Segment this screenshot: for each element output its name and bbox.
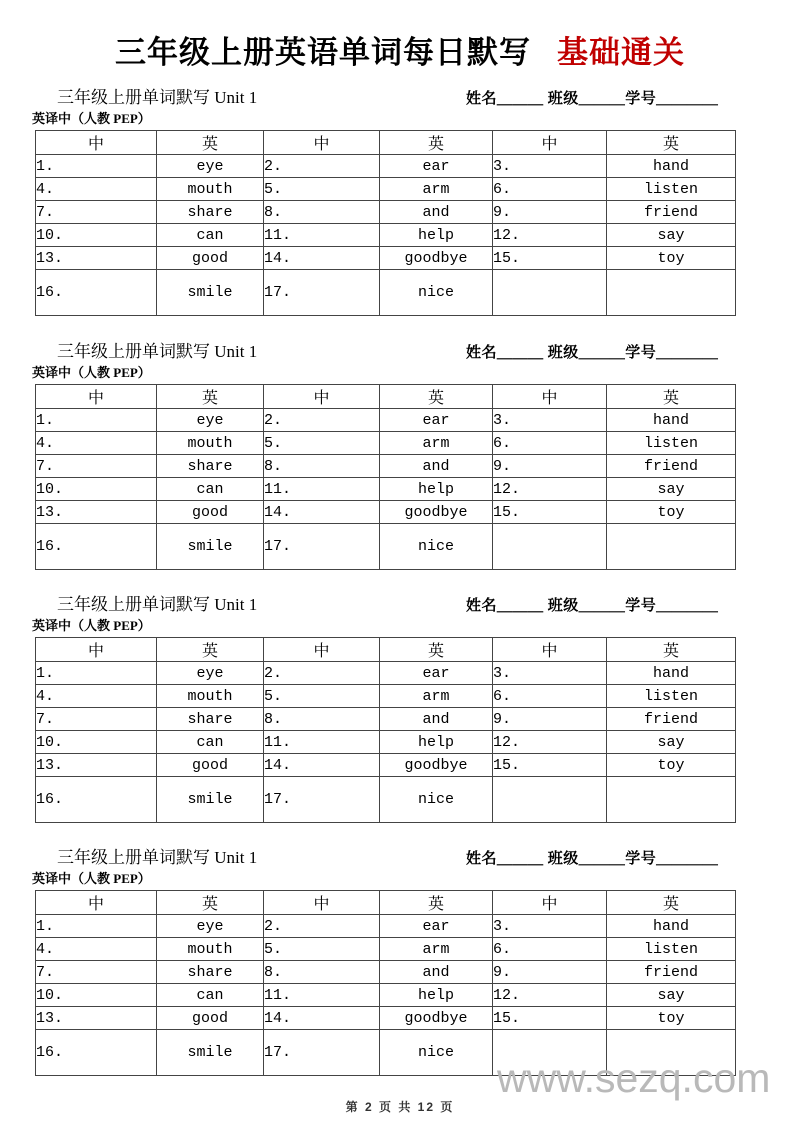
answer-blank-cell[interactable]: 6. <box>493 432 607 455</box>
table-row <box>36 708 736 731</box>
column-header: 中 <box>264 131 380 155</box>
column-header: 英 <box>380 638 493 662</box>
student-info-fields[interactable]: 姓名＿＿＿ 班级＿＿＿学号＿＿＿＿ <box>466 598 719 614</box>
english-word-cell: smile <box>157 777 264 823</box>
english-word-cell <box>607 524 736 570</box>
column-header: 中 <box>264 638 380 662</box>
answer-blank-cell[interactable]: 7. <box>36 961 157 984</box>
english-word-cell: mouth <box>157 432 264 455</box>
english-word-cell: share <box>157 455 264 478</box>
student-info-fields[interactable]: 姓名＿＿＿ 班级＿＿＿学号＿＿＿＿ <box>466 345 719 361</box>
answer-blank-cell[interactable]: 15. <box>493 1007 607 1030</box>
block-header <box>0 593 800 633</box>
english-word-cell: friend <box>607 708 736 731</box>
answer-blank-cell[interactable]: 11. <box>264 224 380 247</box>
english-word-cell: share <box>157 708 264 731</box>
answer-blank-cell[interactable]: 6. <box>493 685 607 708</box>
answer-blank-cell[interactable]: 12. <box>493 984 607 1007</box>
block-header <box>0 846 800 886</box>
table-row <box>36 501 736 524</box>
english-word-cell: arm <box>380 432 493 455</box>
vocabulary-table <box>35 384 736 570</box>
english-word-cell: toy <box>607 247 736 270</box>
answer-blank-cell[interactable]: 13. <box>36 247 157 270</box>
answer-blank-cell[interactable] <box>493 1030 607 1076</box>
student-info-fields[interactable]: 姓名＿＿＿ 班级＿＿＿学号＿＿＿＿ <box>466 851 719 867</box>
unit-title: 三年级上册单词默写 Unit 1 <box>57 88 258 107</box>
table-header-row <box>36 891 736 915</box>
answer-blank-cell[interactable]: 2. <box>264 155 380 178</box>
english-word-cell: listen <box>607 685 736 708</box>
column-header: 英 <box>157 131 264 155</box>
english-word-cell: good <box>157 247 264 270</box>
answer-blank-cell[interactable]: 9. <box>493 961 607 984</box>
english-word-cell: can <box>157 984 264 1007</box>
answer-blank-cell[interactable]: 5. <box>264 178 380 201</box>
english-word-cell: smile <box>157 1030 264 1076</box>
english-word-cell: help <box>380 984 493 1007</box>
answer-blank-cell[interactable]: 5. <box>264 432 380 455</box>
page-title <box>0 33 800 73</box>
answer-blank-cell[interactable]: 14. <box>264 247 380 270</box>
watermark: www.sezq.com <box>497 1055 771 1101</box>
english-word-cell: listen <box>607 178 736 201</box>
answer-blank-cell[interactable]: 8. <box>264 455 380 478</box>
column-header: 英 <box>607 891 736 915</box>
table-row <box>36 201 736 224</box>
answer-blank-cell[interactable]: 16. <box>36 1030 157 1076</box>
answer-blank-cell[interactable]: 8. <box>264 201 380 224</box>
answer-blank-cell[interactable]: 17. <box>264 1030 380 1076</box>
answer-blank-cell[interactable]: 2. <box>264 409 380 432</box>
english-word-cell: friend <box>607 455 736 478</box>
english-word-cell: help <box>380 224 493 247</box>
english-word-cell: help <box>380 731 493 754</box>
answer-blank-cell[interactable]: 6. <box>493 938 607 961</box>
column-header: 中 <box>36 891 157 915</box>
answer-blank-cell[interactable]: 1. <box>36 915 157 938</box>
column-header: 中 <box>493 638 607 662</box>
answer-blank-cell[interactable]: 11. <box>264 731 380 754</box>
column-header: 中 <box>493 385 607 409</box>
answer-blank-cell[interactable]: 4. <box>36 432 157 455</box>
answer-blank-cell[interactable]: 10. <box>36 731 157 754</box>
answer-blank-cell[interactable]: 10. <box>36 224 157 247</box>
section-subtitle: 英译中（人教 PEP） <box>32 111 151 126</box>
answer-blank-cell[interactable]: 14. <box>264 754 380 777</box>
english-word-cell <box>607 1030 736 1076</box>
english-word-cell: friend <box>607 961 736 984</box>
english-word-cell: eye <box>157 662 264 685</box>
answer-blank-cell[interactable]: 13. <box>36 754 157 777</box>
column-header: 英 <box>607 131 736 155</box>
column-header: 英 <box>380 131 493 155</box>
english-word-cell: can <box>157 731 264 754</box>
english-word-cell: hand <box>607 155 736 178</box>
english-word-cell: listen <box>607 432 736 455</box>
english-word-cell: say <box>607 224 736 247</box>
table-row <box>36 777 736 823</box>
page-title-accent: 基础通关 <box>557 35 685 70</box>
table-row <box>36 1030 736 1076</box>
english-word-cell: hand <box>607 662 736 685</box>
english-word-cell: arm <box>380 685 493 708</box>
answer-blank-cell[interactable]: 1. <box>36 155 157 178</box>
answer-blank-cell[interactable]: 5. <box>264 938 380 961</box>
table-header-row <box>36 131 736 155</box>
english-word-cell: can <box>157 224 264 247</box>
english-word-cell: mouth <box>157 178 264 201</box>
answer-blank-cell[interactable]: 13. <box>36 501 157 524</box>
column-header: 英 <box>157 385 264 409</box>
answer-blank-cell[interactable]: 9. <box>493 455 607 478</box>
english-word-cell: can <box>157 478 264 501</box>
english-word-cell: eye <box>157 155 264 178</box>
english-word-cell: goodbye <box>380 501 493 524</box>
answer-blank-cell[interactable]: 8. <box>264 708 380 731</box>
english-word-cell: help <box>380 478 493 501</box>
english-word-cell: share <box>157 201 264 224</box>
page-footer: 第 2 页 共 12 页 <box>345 1100 455 1114</box>
english-word-cell: nice <box>380 1030 493 1076</box>
answer-blank-cell[interactable]: 16. <box>36 270 157 316</box>
english-word-cell: and <box>380 708 493 731</box>
column-header: 英 <box>607 385 736 409</box>
english-word-cell: goodbye <box>380 247 493 270</box>
worksheet-block <box>0 86 800 301</box>
english-word-cell: arm <box>380 178 493 201</box>
unit-title: 三年级上册单词默写 Unit 1 <box>57 342 258 361</box>
unit-title: 三年级上册单词默写 Unit 1 <box>57 595 258 614</box>
table-row <box>36 224 736 247</box>
column-header: 英 <box>380 891 493 915</box>
column-header: 英 <box>157 891 264 915</box>
english-word-cell: ear <box>380 409 493 432</box>
table-row <box>36 155 736 178</box>
answer-blank-cell[interactable]: 8. <box>264 961 380 984</box>
answer-blank-cell[interactable]: 5. <box>264 685 380 708</box>
column-header: 中 <box>493 891 607 915</box>
answer-blank-cell[interactable]: 15. <box>493 754 607 777</box>
table-row <box>36 270 736 316</box>
english-word-cell: toy <box>607 754 736 777</box>
english-word-cell: say <box>607 984 736 1007</box>
answer-blank-cell[interactable]: 17. <box>264 777 380 823</box>
answer-blank-cell[interactable] <box>493 270 607 316</box>
answer-blank-cell[interactable]: 2. <box>264 915 380 938</box>
column-header: 中 <box>264 385 380 409</box>
english-word-cell: smile <box>157 270 264 316</box>
worksheet-block <box>0 846 800 1061</box>
answer-blank-cell[interactable]: 4. <box>36 685 157 708</box>
column-header: 英 <box>607 638 736 662</box>
answer-blank-cell[interactable]: 9. <box>493 708 607 731</box>
english-word-cell: say <box>607 478 736 501</box>
answer-blank-cell[interactable]: 14. <box>264 501 380 524</box>
table-row <box>36 938 736 961</box>
answer-blank-cell[interactable]: 3. <box>493 409 607 432</box>
answer-blank-cell[interactable]: 1. <box>36 409 157 432</box>
english-word-cell: listen <box>607 938 736 961</box>
table-row <box>36 754 736 777</box>
answer-blank-cell[interactable]: 12. <box>493 478 607 501</box>
table-row <box>36 1007 736 1030</box>
answer-blank-cell[interactable]: 16. <box>36 777 157 823</box>
table-row <box>36 731 736 754</box>
vocabulary-table <box>35 637 736 823</box>
english-word-cell: and <box>380 201 493 224</box>
english-word-cell: nice <box>380 524 493 570</box>
section-subtitle: 英译中（人教 PEP） <box>32 618 151 633</box>
table-row <box>36 915 736 938</box>
answer-blank-cell[interactable]: 10. <box>36 984 157 1007</box>
table-row <box>36 409 736 432</box>
english-word-cell: good <box>157 754 264 777</box>
english-word-cell: mouth <box>157 685 264 708</box>
table-row <box>36 247 736 270</box>
english-word-cell: good <box>157 1007 264 1030</box>
table-row <box>36 961 736 984</box>
section-subtitle: 英译中（人教 PEP） <box>32 365 151 380</box>
table-header-row <box>36 638 736 662</box>
answer-blank-cell[interactable]: 11. <box>264 984 380 1007</box>
english-word-cell: friend <box>607 201 736 224</box>
answer-blank-cell[interactable]: 16. <box>36 524 157 570</box>
table-row <box>36 478 736 501</box>
answer-blank-cell[interactable]: 9. <box>493 201 607 224</box>
english-word-cell: toy <box>607 501 736 524</box>
table-row <box>36 455 736 478</box>
page-title-main: 三年级上册英语单词每日默写 <box>115 35 531 70</box>
answer-blank-cell[interactable]: 15. <box>493 501 607 524</box>
table-row <box>36 524 736 570</box>
english-word-cell: eye <box>157 915 264 938</box>
student-info-fields[interactable]: 姓名＿＿＿ 班级＿＿＿学号＿＿＿＿ <box>466 91 719 107</box>
answer-blank-cell[interactable] <box>493 524 607 570</box>
table-row <box>36 662 736 685</box>
english-word-cell: nice <box>380 270 493 316</box>
answer-blank-cell[interactable]: 7. <box>36 201 157 224</box>
answer-blank-cell[interactable]: 14. <box>264 1007 380 1030</box>
answer-blank-cell[interactable]: 10. <box>36 478 157 501</box>
english-word-cell <box>607 777 736 823</box>
english-word-cell: goodbye <box>380 1007 493 1030</box>
table-row <box>36 432 736 455</box>
answer-blank-cell[interactable]: 13. <box>36 1007 157 1030</box>
column-header: 中 <box>264 891 380 915</box>
english-word-cell: ear <box>380 915 493 938</box>
table-row <box>36 984 736 1007</box>
worksheet-block <box>0 340 800 555</box>
answer-blank-cell[interactable]: 12. <box>493 731 607 754</box>
english-word-cell: eye <box>157 409 264 432</box>
english-word-cell: mouth <box>157 938 264 961</box>
english-word-cell: share <box>157 961 264 984</box>
english-word-cell <box>607 270 736 316</box>
answer-blank-cell[interactable]: 6. <box>493 178 607 201</box>
section-subtitle: 英译中（人教 PEP） <box>32 871 151 886</box>
answer-blank-cell[interactable]: 15. <box>493 247 607 270</box>
worksheet-block <box>0 593 800 808</box>
answer-blank-cell[interactable]: 4. <box>36 938 157 961</box>
answer-blank-cell[interactable]: 12. <box>493 224 607 247</box>
answer-blank-cell[interactable] <box>493 777 607 823</box>
column-header: 英 <box>380 385 493 409</box>
english-word-cell: goodbye <box>380 754 493 777</box>
english-word-cell: hand <box>607 915 736 938</box>
block-header <box>0 86 800 126</box>
table-row <box>36 685 736 708</box>
english-word-cell: toy <box>607 1007 736 1030</box>
english-word-cell: good <box>157 501 264 524</box>
answer-blank-cell[interactable]: 7. <box>36 708 157 731</box>
vocabulary-table <box>35 130 736 316</box>
answer-blank-cell[interactable]: 3. <box>493 662 607 685</box>
english-word-cell: nice <box>380 777 493 823</box>
english-word-cell: smile <box>157 524 264 570</box>
answer-blank-cell[interactable]: 7. <box>36 455 157 478</box>
table-header-row <box>36 385 736 409</box>
answer-blank-cell[interactable]: 17. <box>264 524 380 570</box>
column-header: 中 <box>36 385 157 409</box>
answer-blank-cell[interactable]: 3. <box>493 915 607 938</box>
column-header: 中 <box>36 638 157 662</box>
english-word-cell: arm <box>380 938 493 961</box>
answer-blank-cell[interactable]: 11. <box>264 478 380 501</box>
column-header: 中 <box>36 131 157 155</box>
english-word-cell: hand <box>607 409 736 432</box>
answer-blank-cell[interactable]: 3. <box>493 155 607 178</box>
column-header: 英 <box>157 638 264 662</box>
english-word-cell: and <box>380 961 493 984</box>
answer-blank-cell[interactable]: 1. <box>36 662 157 685</box>
vocabulary-table <box>35 890 736 1076</box>
english-word-cell: ear <box>380 155 493 178</box>
answer-blank-cell[interactable]: 17. <box>264 270 380 316</box>
table-row <box>36 178 736 201</box>
block-header <box>0 340 800 380</box>
english-word-cell: and <box>380 455 493 478</box>
english-word-cell: ear <box>380 662 493 685</box>
column-header: 中 <box>493 131 607 155</box>
unit-title: 三年级上册单词默写 Unit 1 <box>57 848 258 867</box>
english-word-cell: say <box>607 731 736 754</box>
answer-blank-cell[interactable]: 2. <box>264 662 380 685</box>
answer-blank-cell[interactable]: 4. <box>36 178 157 201</box>
